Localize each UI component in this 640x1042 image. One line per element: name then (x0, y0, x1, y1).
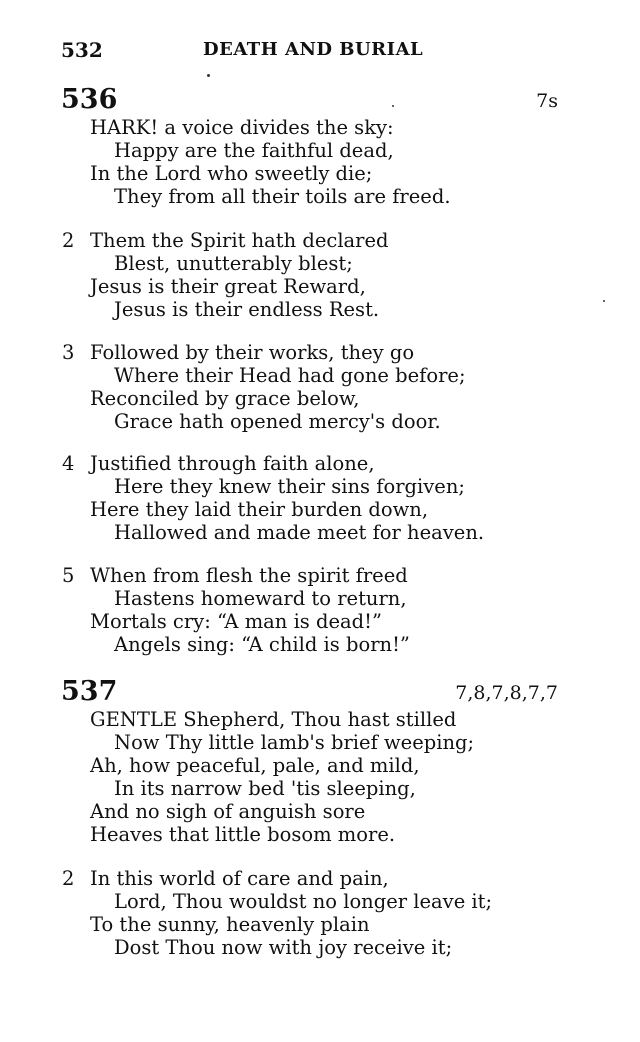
scan-speck (603, 300, 605, 302)
scan-speck (207, 74, 210, 77)
stanza-number: 5 (62, 564, 75, 587)
hymn-meter: 7,8,7,8,7,7 (455, 682, 558, 704)
verse-line: Heaves that little bosom more. (90, 823, 396, 846)
running-head (0, 38, 640, 68)
verse-line: To the sunny, heavenly plain (90, 913, 370, 936)
verse-line: In the Lord who sweetly die; (90, 162, 373, 185)
verse-line: When from flesh the spirit freed (90, 564, 408, 587)
verse-line: And no sigh of anguish sore (90, 800, 366, 823)
page-number: 532 (61, 38, 103, 62)
section-title: DEATH AND BURIAL (203, 39, 424, 60)
verse-line: Lord, Thou wouldst no longer leave it; (114, 890, 493, 913)
verse-line: Blest, unutterably blest; (114, 252, 353, 275)
hymn-537-heading (0, 676, 640, 710)
verse-line: Mortals cry: “A man is dead!” (90, 610, 382, 633)
stanza-number: 2 (62, 229, 75, 252)
hymn-meter: 7s (536, 90, 558, 112)
verse-line: Ah, how peaceful, pale, and mild, (90, 754, 420, 777)
stanza-number: 2 (62, 867, 75, 890)
scan-speck (392, 105, 394, 107)
verse-line: Jesus is their great Reward, (90, 275, 366, 298)
verse-line: Reconciled by grace below, (90, 387, 360, 410)
verse-line: Now Thy little lamb's brief weeping; (114, 731, 475, 754)
verse-line: In this world of care and pain, (90, 867, 389, 890)
verse-line: They from all their toils are freed. (114, 185, 451, 208)
verse-line: Followed by their works, they go (90, 341, 415, 364)
hymn-number: 537 (61, 676, 118, 707)
verse-line: Hallowed and made meet for heaven. (114, 521, 485, 544)
verse-line: Grace hath opened mercy's door. (114, 410, 441, 433)
verse-line: HARK! a voice divides the sky: (90, 116, 394, 139)
verse-line: Justified through faith alone, (90, 452, 375, 475)
verse-line: Happy are the faithful dead, (114, 139, 394, 162)
verse-line: Where their Head had gone before; (114, 364, 466, 387)
verse-line: Jesus is their endless Rest. (114, 298, 380, 321)
verse-line: Them the Spirit hath declared (90, 229, 389, 252)
verse-line: In its narrow bed 'tis sleeping, (114, 777, 416, 800)
verse-line: GENTLE Shepherd, Thou hast stilled (90, 708, 457, 731)
stanza-number: 4 (62, 452, 75, 475)
hymn-number: 536 (61, 84, 118, 115)
verse-line: Angels sing: “A child is born!” (114, 633, 410, 656)
verse-line: Here they knew their sins forgiven; (114, 475, 465, 498)
hymn-536-heading (0, 84, 640, 118)
verse-line: Hastens homeward to return, (114, 587, 407, 610)
verse-line: Dost Thou now with joy receive it; (114, 936, 453, 959)
stanza-number: 3 (62, 341, 75, 364)
verse-line: Here they laid their burden down, (90, 498, 429, 521)
